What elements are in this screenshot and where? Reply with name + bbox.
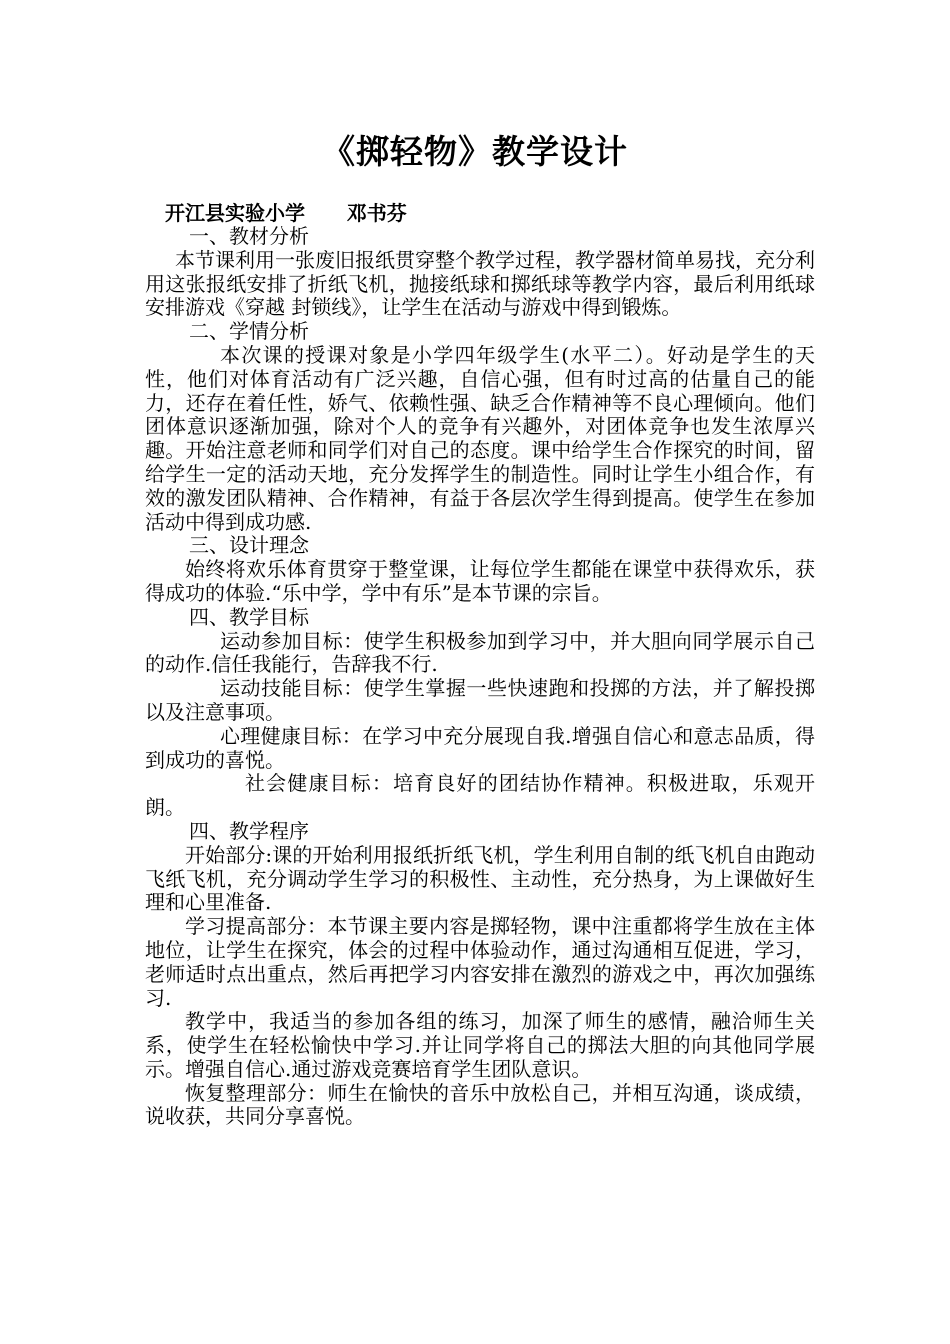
paragraph: 本次课的授课对象是小学四年级学生(水平二）。好动是学生的天性，他们对体育活动有广泛兴趣，自信心强，但有时过高的估量自己的能力，还存在着任性，娇气、依赖性强、缺乏合作精神等不良心理倾向。他们团体意识逐渐加强，除对个人的竞争有兴趣外，对团体竞争也发生浓厚兴趣。开始注意老师和同学们对自己的态度。课中给学生合作探究的时间，留给学生一定的活动天地，充分发挥学生的制造性。同时让学生小组合作，有效的激发团队精神、合作精神，有益于各层次学生得到提高。使学生在参加活动中得到成功感. — [145, 342, 815, 534]
section-heading-goals: 四、教学目标 — [189, 604, 309, 629]
paragraph: 社会健康目标：培育良好的团结协作精神。积极进取，乐观开朗。 — [145, 771, 815, 820]
paragraph: 教学中，我适当的参加各组的练习，加深了师生的感情，融洽师生关系，使学生在轻松愉快中学习.并让同学将自己的掷法大胆的向其他同学展示。增强自信心.通过游戏竞赛培育学生团队意识。 — [145, 1009, 815, 1081]
section-heading-analysis: 一、教材分析 — [189, 224, 309, 248]
paragraph: 本节课利用一张废旧报纸贯穿整个教学过程，教学器材简单易找，充分利用这张报纸安排了折纸飞机，抛接纸球和掷纸球等教学内容，最后利用纸球安排游戏《穿越 封锁线》，让学生在活动与游戏中得到锻炼。 — [145, 247, 815, 320]
section-heading-students: 二、学情分析 — [189, 319, 309, 344]
section-heading-concept: 三、设计理念 — [189, 533, 309, 558]
paragraph: 心理健康目标：在学习中充分展现自我.增强自信心和意志品质，得到成功的喜悦。 — [145, 723, 815, 772]
paragraph: 运动技能目标：使学生掌握一些快速跑和投掷的方法，并了解投掷以及注意事项。 — [145, 676, 815, 724]
paragraph: 运动参加目标：使学生积极参加到学习中，并大胆向同学展示自己的动作.信任我能行，告辞我不行. — [145, 628, 815, 677]
paragraph: 学习提高部分：本节课主要内容是掷轻物，课中注重都将学生放在主体地位，让学生在探究，体会的过程中体验动作，通过沟通相互促进，学习，老师适时点出重点，然后再把学习内容安排在激烈的游戏之中，再次加强练习. — [145, 914, 815, 1010]
paragraph: 恢复整理部分：师生在愉快的音乐中放松自己，并相互沟通，谈成绩，说收获，共同分享喜悦。 — [145, 1080, 815, 1129]
paragraph: 开始部分:课的开始利用报纸折纸飞机，学生利用自制的纸飞机自由跑动飞纸飞机，充分调动学生学习的积极性、主动性，充分热身，为上课做好生理和心里准备. — [145, 842, 815, 915]
document-body — [145, 225, 815, 1129]
paragraph: 始终将欢乐体育贯穿于整堂课，让每位学生都能在课堂中获得欢乐，获得成功的体验.“乐中学，学中有乐”是本节课的宗旨。 — [145, 557, 815, 605]
document-title: 《掷轻物》教学设计 — [322, 132, 628, 171]
author-line: 开江县实验小学 邓书芬 — [165, 201, 407, 225]
section-heading-procedure: 四、教学程序 — [189, 818, 309, 843]
